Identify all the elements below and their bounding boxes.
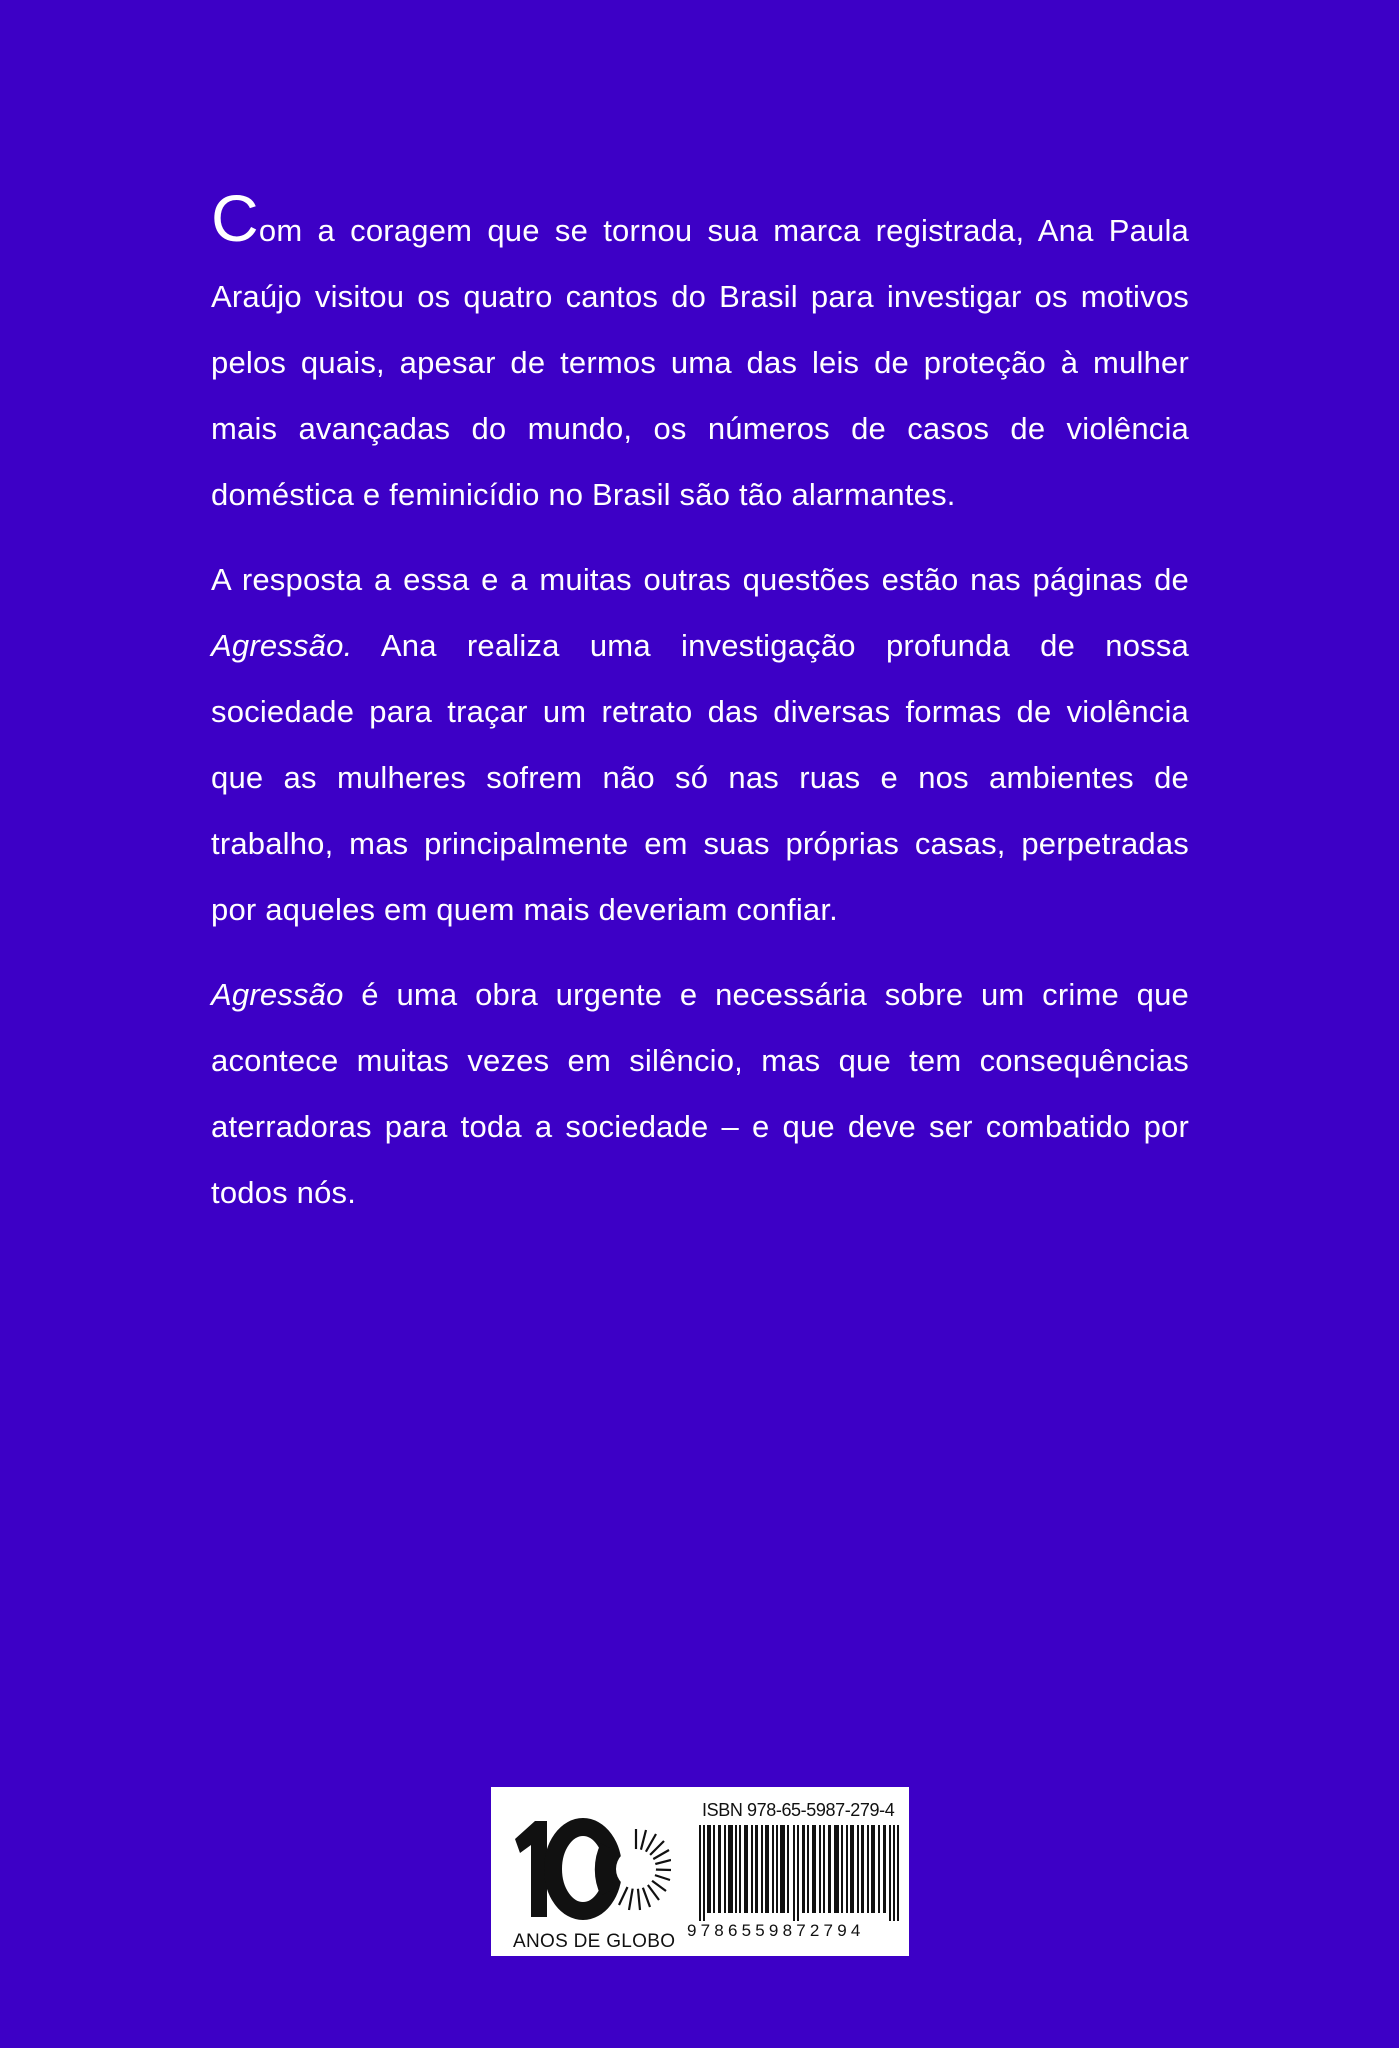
back-cover-text xyxy=(211,181,1189,1245)
book-title-inline: Agressão xyxy=(211,977,344,1012)
logo-number-graphic xyxy=(511,1817,671,1927)
barcode xyxy=(699,1825,899,1921)
paragraph-answer xyxy=(211,547,1189,943)
barcode-digits: 9786559872794 xyxy=(687,1921,865,1940)
book-title-inline: Agressão. xyxy=(211,628,353,663)
isbn-label: ISBN 978-65-5987-279-4 xyxy=(702,1800,895,1820)
imprint-box xyxy=(491,1787,909,1956)
paragraph-closing-rest: é uma obra urgente e necessária sobre um crime que acontece muitas vezes em silêncio, mas que tem consequências aterradoras para toda a sociedade – e que deve ser combatido por todos nós. xyxy=(211,977,1189,1210)
paragraph-intro xyxy=(211,181,1189,528)
paragraph-answer-lead: A resposta a essa e a muitas outras questões estão nas páginas de xyxy=(211,562,1189,597)
globo-100-years-logo xyxy=(511,1817,676,1952)
paragraph-intro-text: om a coragem que se tornou sua marca registrada, Ana Paula Araújo visitou os quatro cantos do Brasil para investigar os motivos pelos quais, apesar de termos uma das leis de proteção à mulher mais avançadas do mundo, os números de casos de violência doméstica e feminicídio no Brasil são tão alarmantes. xyxy=(211,213,1189,512)
logo-caption: ANOS DE GLOBO xyxy=(513,1931,676,1952)
paragraph-closing xyxy=(211,962,1189,1226)
paragraph-answer-rest: Ana realiza uma investigação profunda de nossa sociedade para traçar um retrato das diversas formas de violência que as mulheres sofrem não só nas ruas e nos ambientes de trabalho, mas principalmente em suas próprias casas, perpetradas por aqueles em quem mais deveriam confiar. xyxy=(211,628,1189,927)
drop-cap: C xyxy=(211,181,259,255)
